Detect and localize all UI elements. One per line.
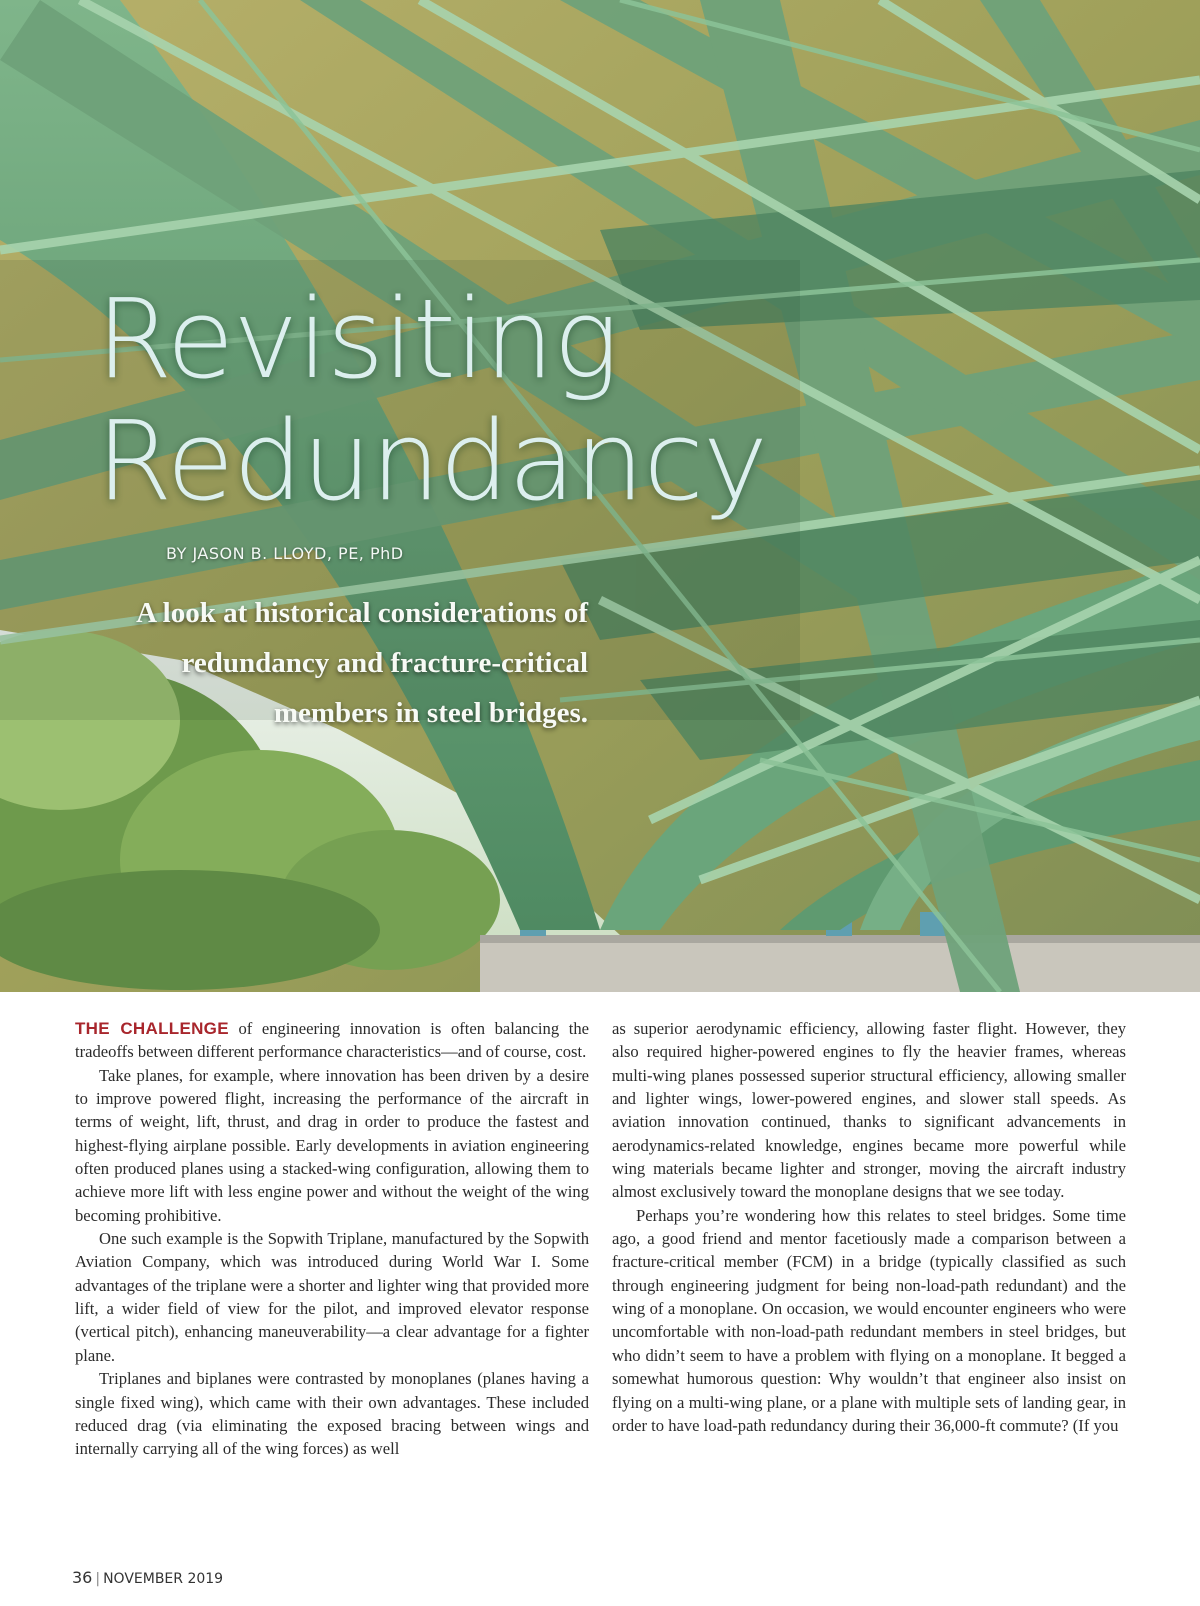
article-title: [96, 275, 767, 525]
page-footer: [72, 1568, 223, 1587]
body-column-1: [75, 1017, 589, 1461]
title-line-1: Revisiting: [96, 275, 619, 403]
lead-in: THE CHALLENGE: [75, 1019, 229, 1038]
paragraph-text: of engineering innovation is often balancing the tradeoffs between different performance characteristics—and of course, cost.: [75, 1019, 589, 1062]
page-number: 36: [72, 1568, 93, 1587]
paragraph: Perhaps you’re wondering how this relates to steel bridges. Some time ago, a good friend and mentor facetiously made a comparison between a fracture-critical member (FCM) in a bridge (typically classified as such through engineering judgment for being non-load-path redundant) and the wing of a monoplane. On occasion, we would encounter engineers who were uncomfortable with non-load-path redundant members in steel bridges, but who didn’t seem to have a problem with flying on a monoplane. It begged a somewhat humorous question: Why wouldn’t that engineer also insist on flying on a multi-wing plane, or a plane with multiple sets of landing gear, in order to have load-path redundancy during their 36,000-ft commute? (If you: [612, 1205, 1126, 1435]
paragraph: Take planes, for example, where innovation has been driven by a desire to improve powered flight, increasing the performance of the aircraft in terms of weight, lift, thrust, and drag in order to produce the fastest and highest-flying airplane possible. Early developments in aviation engineering often produced planes using a stacked-wing configuration, allowing them to achieve more lift with less engine power and without the weight of the wing becoming prohibitive.: [75, 1065, 589, 1225]
dek-line-2: redundancy and fracture-critical: [181, 647, 588, 679]
paragraph: One such example is the Sopwith Triplane, manufactured by the Sopwith Aviation Company, which was introduced during World War I. Some advantages of the triplane were a shorter and lighter wing that provided more lift, a wider field of view for the pilot, and improved elevator response (vertical pitch), enhancing maneuverability—a clear advantage for a fighter plane.: [75, 1229, 589, 1365]
dek-line-1: A look at historical considerations of: [136, 597, 588, 629]
body-column-2: [612, 1017, 1126, 1437]
paragraph: [75, 1017, 589, 1064]
dek-line-3: members in steel bridges.: [273, 697, 588, 729]
footer-separator: |: [95, 1571, 101, 1587]
paragraph: Triplanes and biplanes were contrasted by monoplanes (planes having a single fixed wing), which came with their own advantages. These included reduced drag (via eliminating the exposed bracing between wings and internally carrying all of the wing forces) as well: [75, 1369, 589, 1459]
byline: BY JASON B. LLOYD, PE, PhD: [166, 544, 404, 563]
issue-date: NOVEMBER 2019: [103, 1571, 224, 1587]
paragraph: as superior aerodynamic efficiency, allowing faster flight. However, they also required higher-powered engines to fly the heavier frames, whereas multi-wing planes possessed superior structural efficiency, allowing smaller and lighter wings, lower-powered engines, and slower stall speeds. As aviation innovation continued, thanks to significant advancements in aerodynamics-related knowledge, engines became more powerful while wing materials became lighter and stronger, moving the aircraft industry almost exclusively toward the monoplane designs that we see today.: [612, 1019, 1126, 1202]
title-line-2: Redundancy: [96, 397, 767, 525]
article-dek: [80, 588, 588, 738]
